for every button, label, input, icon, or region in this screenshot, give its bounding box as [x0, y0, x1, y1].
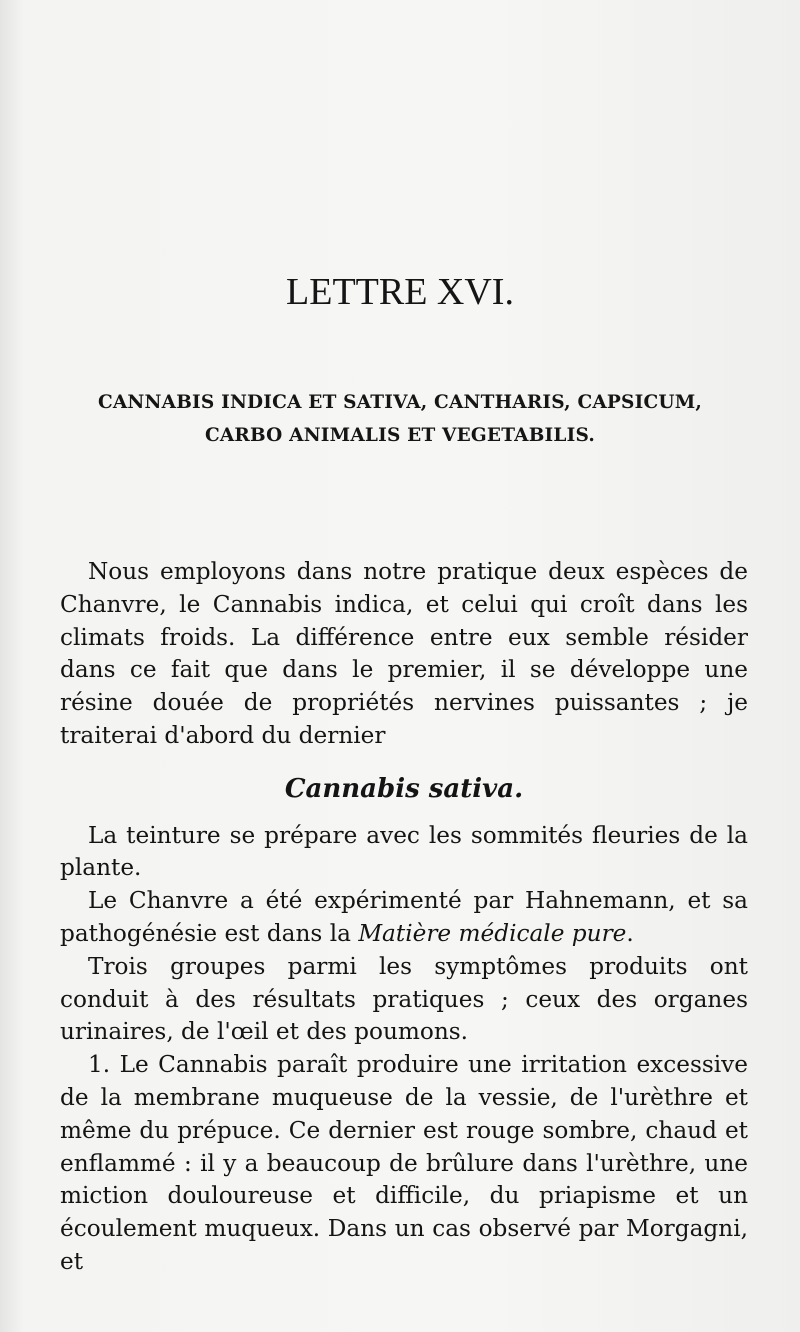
letter-subtitle: [40, 386, 760, 452]
paragraph-groups: Trois groupes parmi les symptômes produits ont conduit à des résultats pratiques ; ceux des organes urinaires, de l'œil et des poumons.: [60, 952, 748, 1046]
section-heading: Cannabis sativa.: [284, 773, 524, 804]
letter-title: LETTRE XVI.: [286, 271, 514, 313]
hahnemann-end: .: [626, 919, 634, 947]
body-text: [60, 556, 748, 1279]
show-through-text: [62, 80, 752, 114]
book-title-italic: Matière médicale pure: [358, 919, 627, 947]
paragraph-tincture: La teinture se prépare avec les sommités fleuries de la plante.: [60, 821, 748, 882]
subtitle-line-1: CANNABIS INDICA ET SATIVA, CANTHARIS, CAPSICUM,: [97, 392, 703, 413]
paragraph-hahnemann: [60, 885, 748, 951]
hahnemann-text: Le Chanvre a été expérimenté par Hahnemann, et sa pathogénésie est dans la: [60, 887, 748, 947]
paragraph-point-1: 1. Le Cannabis paraît produire une irritation excessive de la membrane muqueuse de la vessie, de l'urèthre et même du prépuce. Ce dernier est rouge sombre, chaud et enflammé : il y a beaucoup de brûlure dans l'urèthre, une miction douloureuse et difficile, du priapisme et un écoulement muqueux. Dans un cas observé par Morgagni, et: [60, 1051, 748, 1275]
intro-paragraph: Nous employons dans notre pratique deux espèces de Chanvre, le Cannabis indica, et celui qui croît dans les climats froids. La différence entre eux semble résider dans ce fait que dans le premier, il se développe une résine douée de propriétés nervines puissantes ; je traiterai d'abord du dernier: [60, 558, 748, 749]
subtitle-line-2: CARBO ANIMALIS ET VEGETABILIS.: [204, 425, 596, 446]
